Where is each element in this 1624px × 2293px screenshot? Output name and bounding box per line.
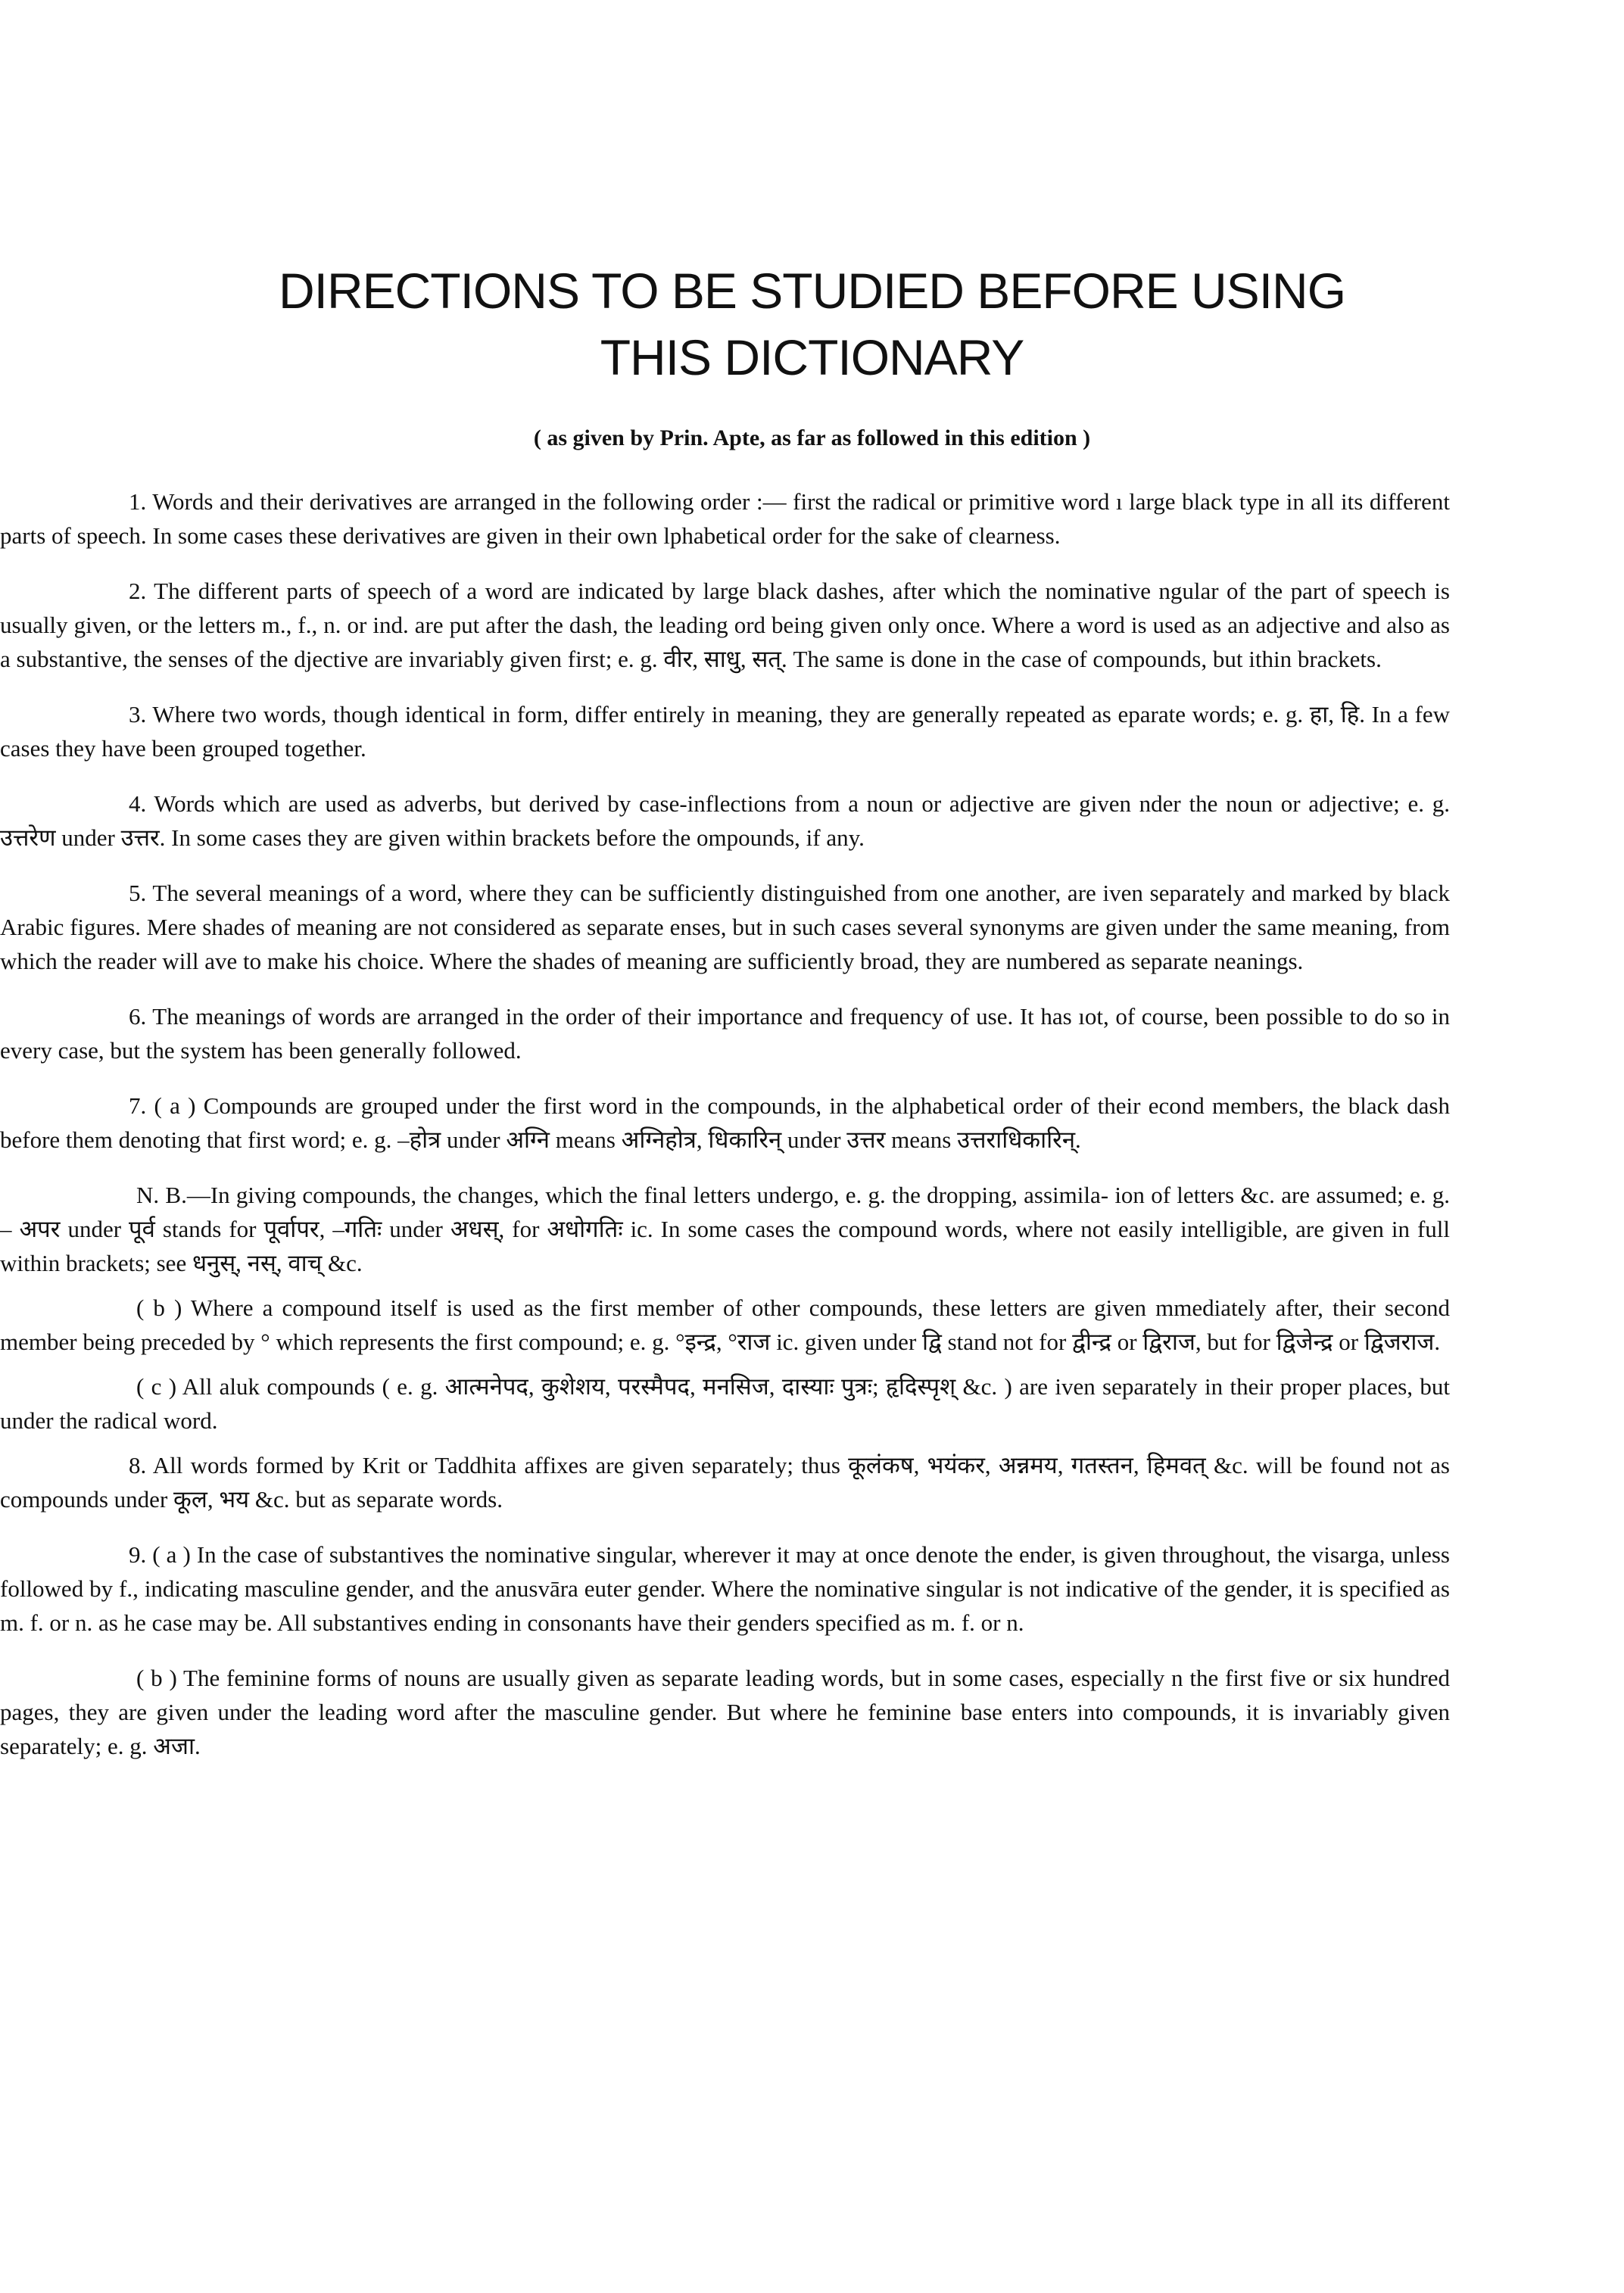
paragraph-7c: ( c ) All aluk compounds ( e. g. आत्मनेपद, कुशेशय, परस्मैपद, मनसिज, दास्याः पुत्रः; हृदिस्पृश् &c. ) are iven separately in their proper places, but under the radical word.	[0, 1373, 1450, 1434]
paragraph-5: 5. The several meanings of a word, where they can be sufficiently distinguished from one another, are iven separately and marked by black Arabic figures. Mere shades of meaning are not considered as separate enses, but in such cases several synonyms are given under the same meaning, from which the reader will ave to make his choice. Where the shades of meaning are sufficiently broad, they are numbered as separate neanings.	[0, 880, 1450, 974]
directions-body	[0, 484, 1450, 1774]
page-title-line-1: DIRECTIONS TO BE STUDIED BEFORE USING	[278, 263, 1346, 319]
paragraph-6: 6. The meanings of words are arranged in the order of their importance and frequency of use. It has ıot, of course, been possible to do so in every case, but the system has been generally followed.	[0, 1003, 1450, 1064]
paragraph-4: 4. Words which are used as adverbs, but derived by case-inflections from a noun or adjective are given nder the noun or adjective; e. g. उत्तरेण under उत्तर. In some cases they are given within brackets before the ompounds, if any.	[0, 790, 1450, 851]
paragraph-9a: 9. ( a ) In the case of substantives the nominative singular, wherever it may at once denote the ender, is given throughout, the visarga, unless followed by f., indicating masculine gender, and the anusvāra euter gender. Where the nominative singular is not indicative of the gender, it is specified as m. f. or n. as he case may be. All substantives ending in consonants have their genders specified as m. f. or n.	[0, 1541, 1450, 1636]
page-title	[0, 257, 1624, 391]
page-title-line-2: THIS DICTIONARY	[600, 329, 1024, 385]
paragraph-9b: ( b ) The feminine forms of nouns are usually given as separate leading words, but in some cases, especially n the first five or six hundred pages, they are given under the leading word after the masculine gender. But where he feminine base enters into compounds, it is invariably given separately; e. g. अजा.	[0, 1665, 1450, 1759]
paragraph-7a: 7. ( a ) Compounds are grouped under the first word in the compounds, in the alphabetical order of their econd members, the black dash before them denoting that first word; e. g. –होत्र under अग्नि means अग्निहोत्र, धिकारिन् under उत्तर means उत्तराधिकारिन्.	[0, 1092, 1450, 1153]
paragraph-2: 2. The different parts of speech of a word are indicated by large black dashes, after which the nominative ngular of the part of speech is usually given, or the letters m., f., n. or ind. are put after the dash, the leading ord being given only once. Where a word is used as an adjective and also as a substantive, the senses of the djective are invariably given first; e. g. वीर, साधु, सत्. The same is done in the case of compounds, but ithin brackets.	[0, 578, 1450, 672]
paragraph-8: 8. All words formed by Krit or Taddhita affixes are given separately; thus कूलंकष, भयंकर, अन्नमय, गतस्तन, हिमवत् &c. will be found not as compounds under कूल, भय &c. but as separate words.	[0, 1452, 1450, 1513]
paragraph-7-nota-bene: N. B.—In giving compounds, the changes, which the final letters undergo, e. g. the dropping, assimila- ion of letters &c. are assumed; e. g. – अपर under पूर्व stands for पूर्वापर, –गतिः under अधस्, for अधोगतिः ic. In some cases the compound words, where not easily intelligible, are given in full within brackets; see धनुस्, नस्, वाच् &c.	[0, 1182, 1450, 1276]
page-subtitle: ( as given by Prin. Apte, as far as followed in this edition )	[533, 425, 1091, 450]
paragraph-7b: ( b ) Where a compound itself is used as the first member of other compounds, these letters are given mmediately after, their second member being preceded by ° which represents the first compound; e. g. °इन्द्र, °राज ic. given under द्वि stand not for द्वीन्द्र or द्विराज, but for द्विजेन्द्र or द्विजराज.	[0, 1294, 1450, 1355]
paragraph-3: 3. Where two words, though identical in form, differ entirely in meaning, they are generally repeated as eparate words; e. g. हा, हि. In a few cases they have been grouped together.	[0, 701, 1450, 762]
paragraph-1: 1. Words and their derivatives are arranged in the following order :— first the radical or primitive word ı large black type in all its different parts of speech. In some cases these derivatives are given in their own lphabetical order for the sake of clearness.	[0, 488, 1450, 549]
